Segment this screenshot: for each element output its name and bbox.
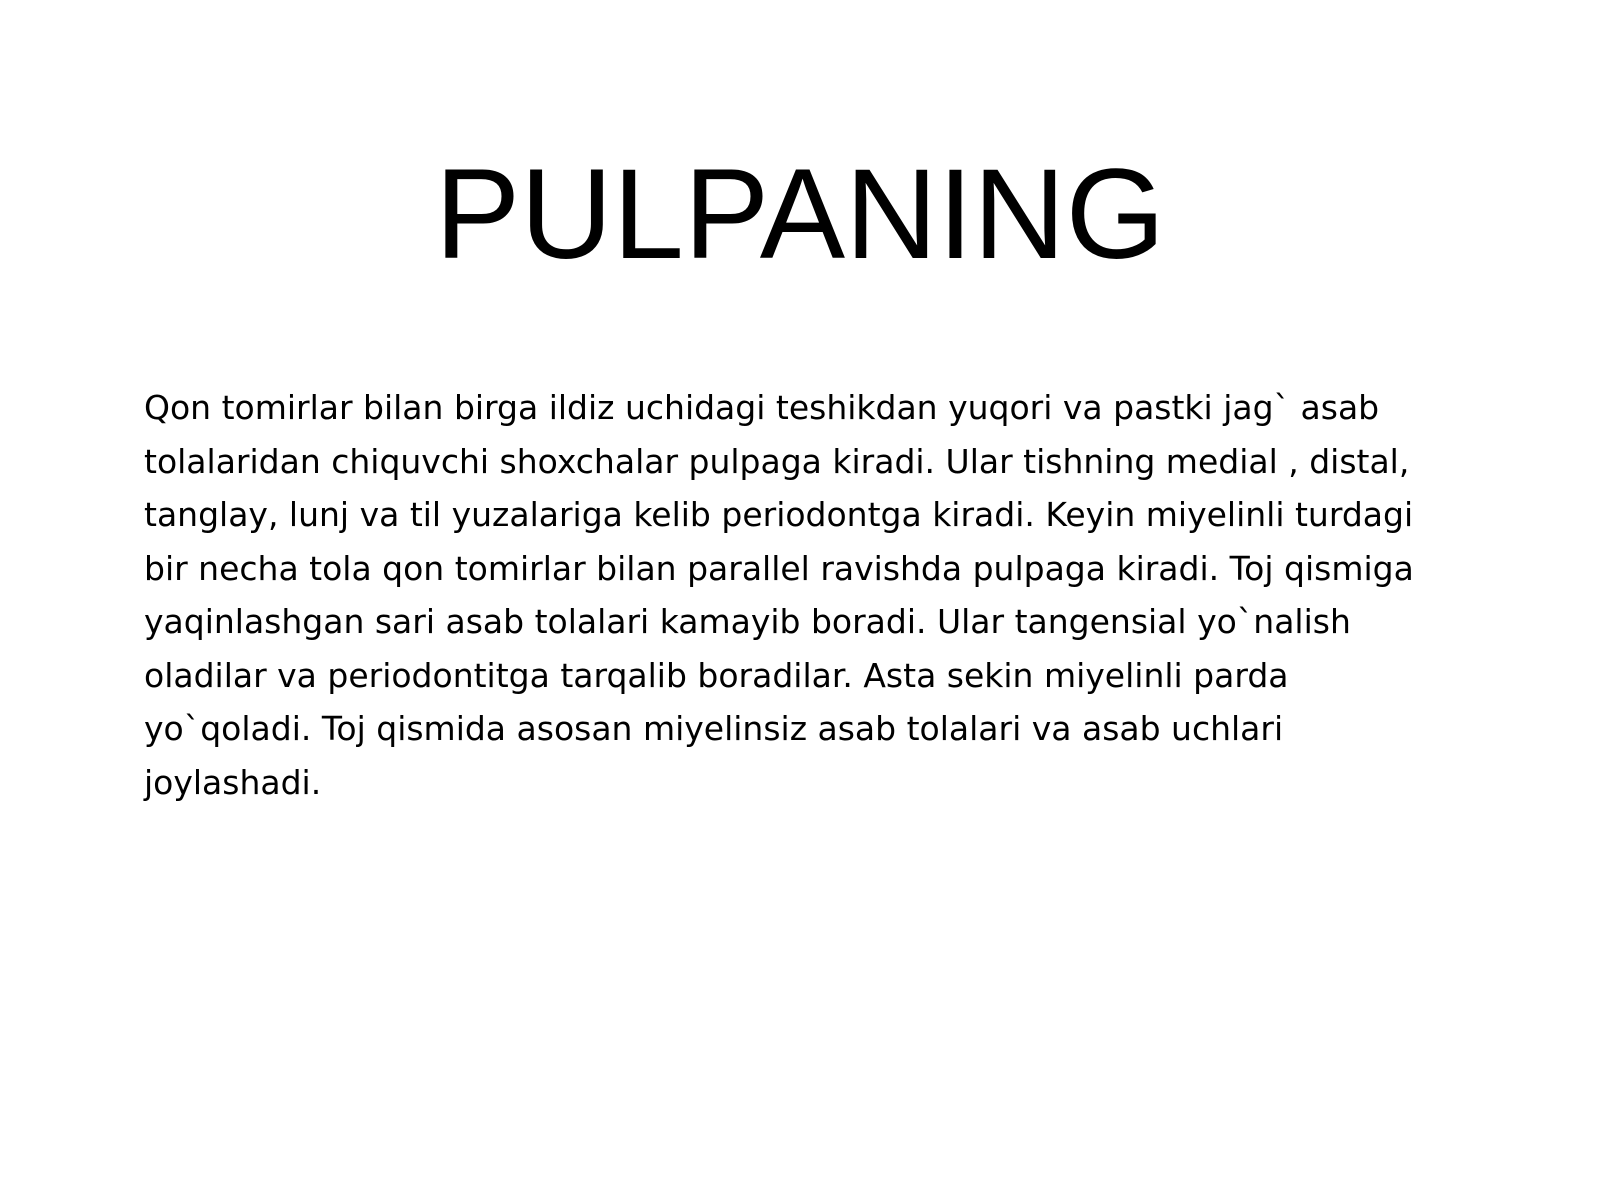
body-line-8: joylashadi. bbox=[144, 762, 322, 802]
body-line-6: oladilar va periodontitga tarqalib boradilar. Asta sekin miyelinli parda bbox=[144, 655, 1289, 695]
body-line-3: tanglay, lunj va til yuzalariga kelib periodontga kiradi. Keyin miyelinli turdagi bbox=[144, 495, 1414, 534]
body-line-4: bir necha tola qon tomirlar bilan parallel ravishda pulpaga kiradi. Toj qismiga bbox=[144, 548, 1414, 588]
body-line-7: yo`qoladi. Toj qismida asosan miyelinsiz asab tolalari va asab uchlari bbox=[144, 709, 1284, 748]
body-line-1: Qon tomirlar bilan birga ildiz uchidagi teshikdan yuqori va pastki jag` asab bbox=[144, 388, 1380, 427]
body-line-2: tolalaridan chiquvchi shoxchalar pulpaga kiradi. Ular tishning medial , distal, bbox=[144, 441, 1410, 481]
slide-body-text bbox=[144, 381, 1524, 809]
body-line-5: yaqinlashgan sari asab tolalari kamayib boradi. Ular tangensial yo`nalish bbox=[144, 602, 1351, 641]
slide-title: PULPANING bbox=[434, 143, 1166, 286]
